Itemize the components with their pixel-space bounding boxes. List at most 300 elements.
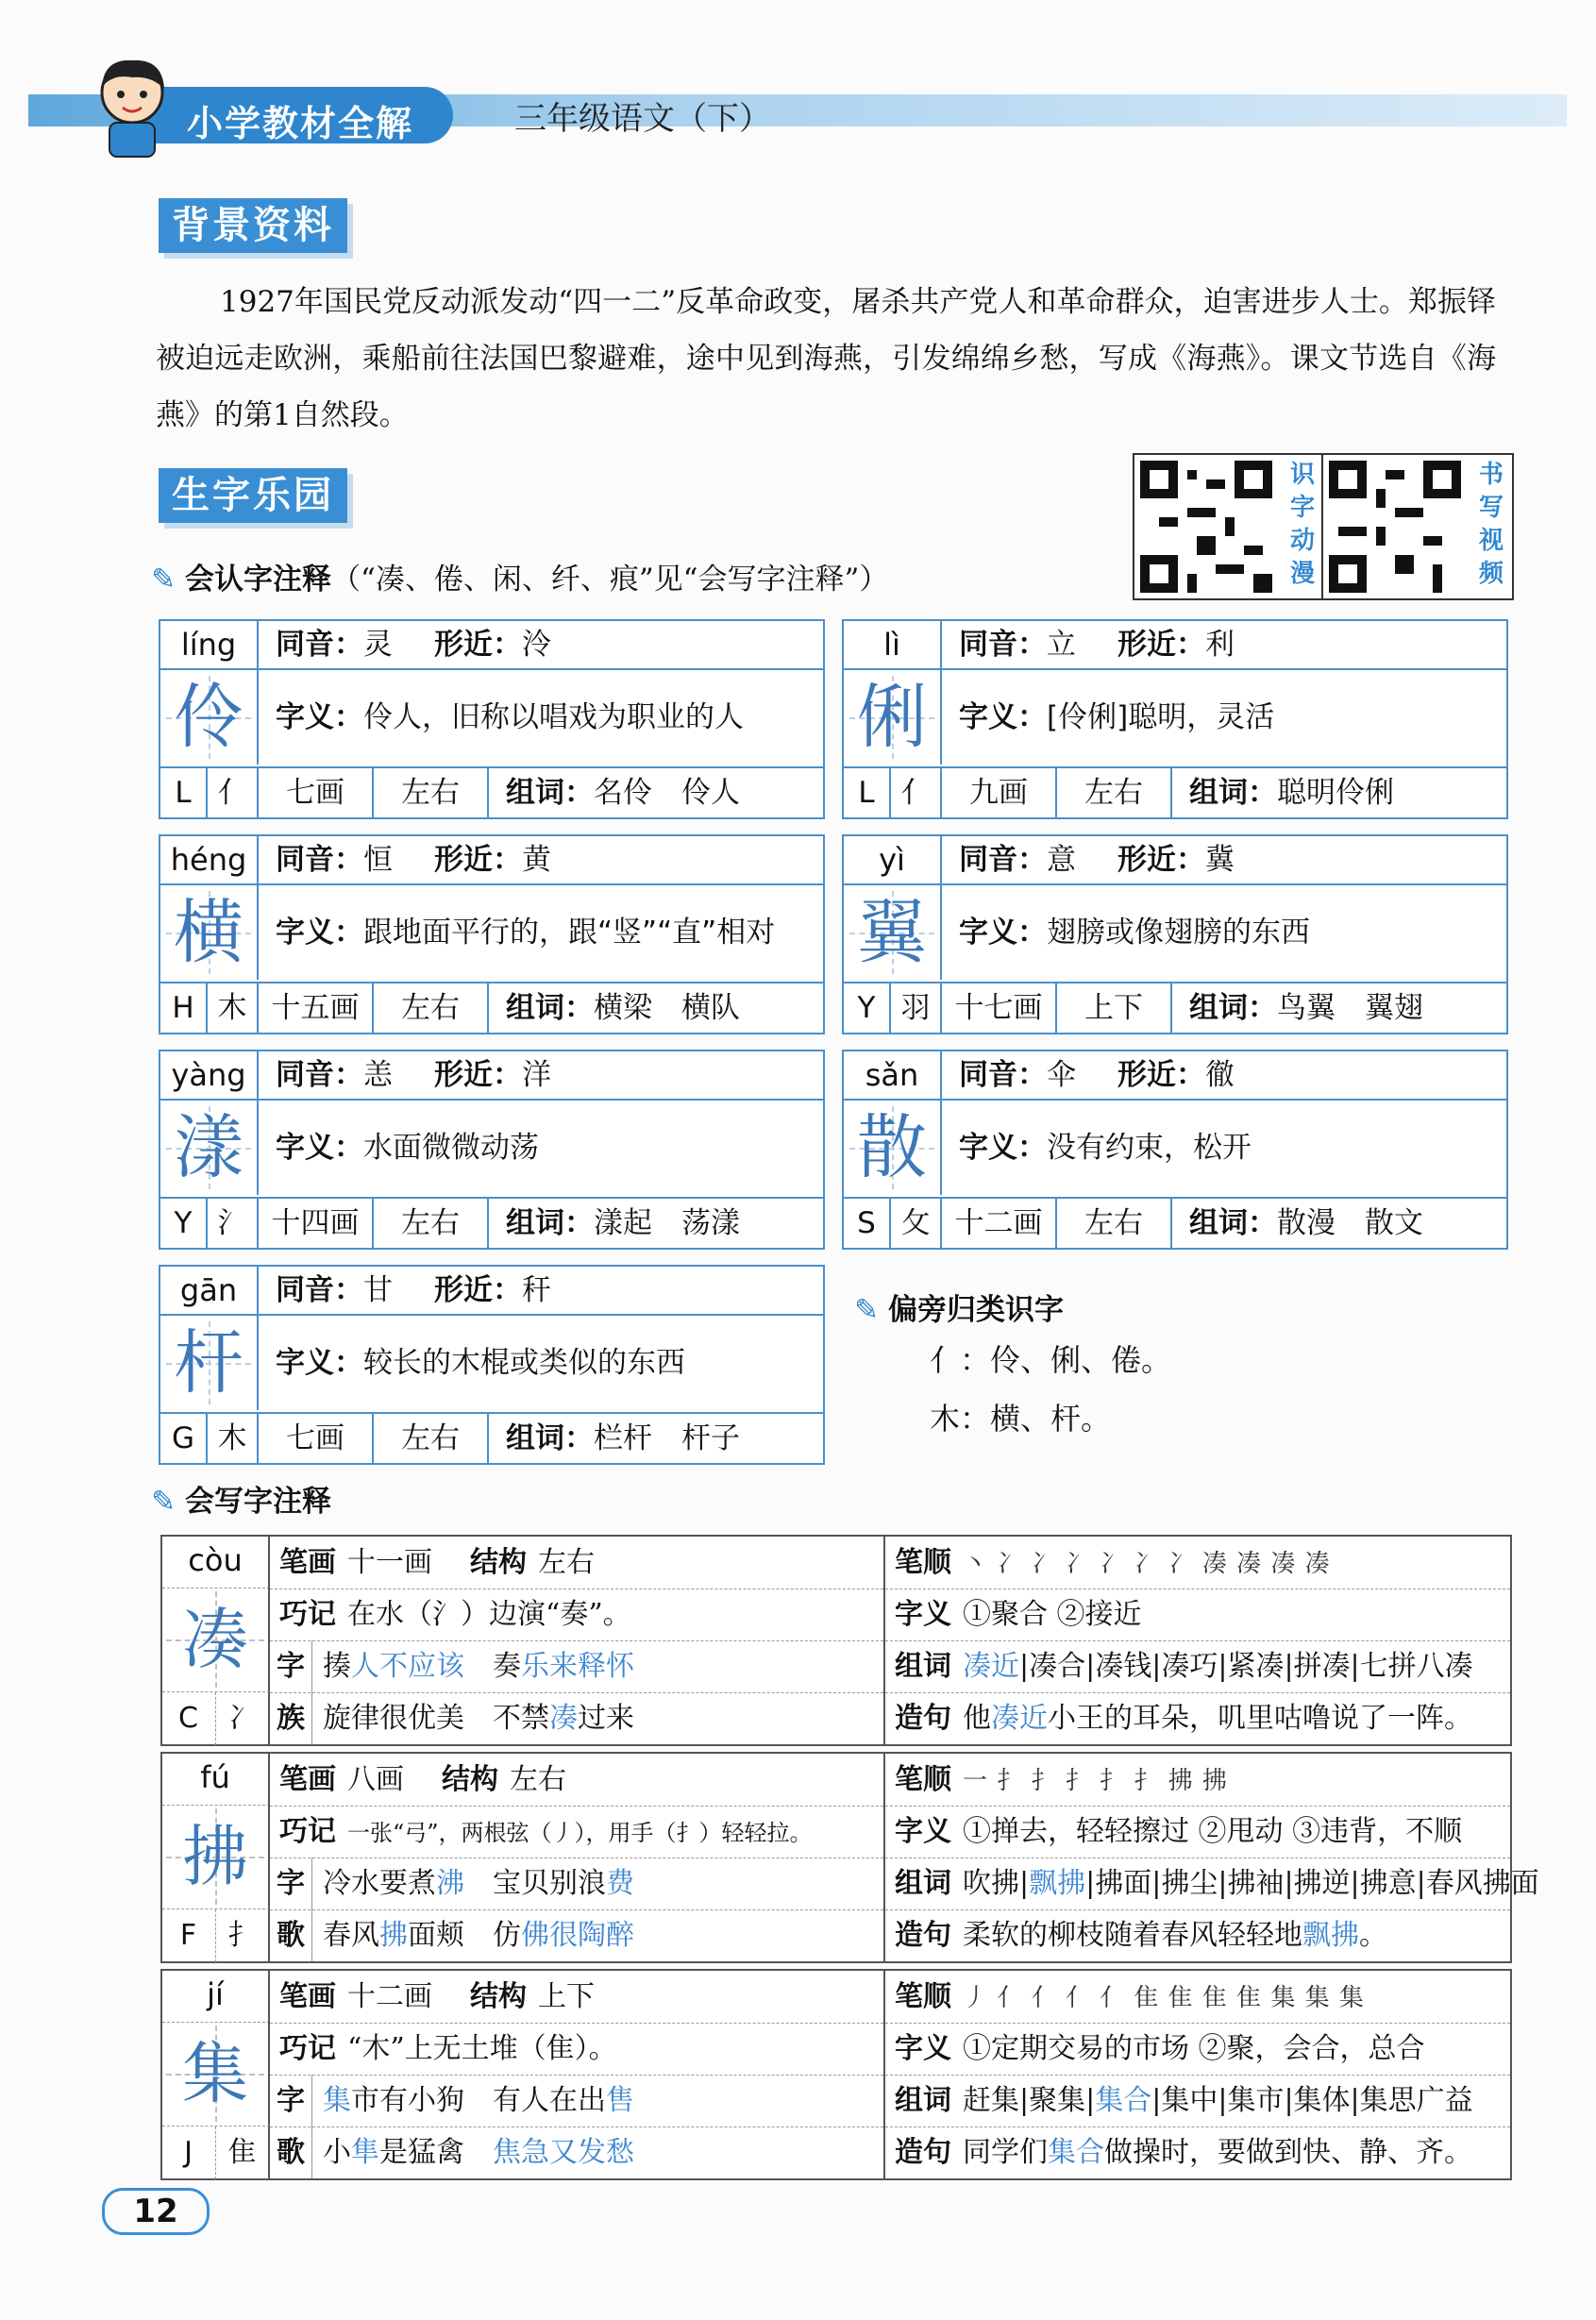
strokes-label: 笔画 <box>279 1546 336 1579</box>
order-row <box>885 1537 1510 1589</box>
qr-icon <box>1329 461 1461 593</box>
radical: 氵 <box>208 1199 259 1248</box>
meaning-label: 字义： <box>959 1131 1047 1165</box>
qr-label-animation: 识字动漫 <box>1289 461 1315 588</box>
radical: 冫 <box>215 1692 268 1745</box>
words-value: 聪明伶俐 <box>1277 776 1394 810</box>
meaning-row <box>942 885 1506 980</box>
character-grid <box>844 885 942 980</box>
qr-code-writing-video[interactable] <box>1321 453 1514 600</box>
similar-value: 秆 <box>522 1273 551 1307</box>
similar-value: 徹 <box>1205 1058 1235 1092</box>
page-number: 12 <box>102 2188 210 2235</box>
song-text: 旋律很优美 不禁 <box>323 1702 549 1735</box>
initial-radical <box>162 1691 270 1745</box>
meaning-label: 字义： <box>276 1131 363 1165</box>
tip-row <box>270 1589 883 1641</box>
meaning-row <box>942 670 1506 765</box>
song-highlight: 佛很陶醉 <box>521 1919 634 1952</box>
structure-label: 结构 <box>470 1546 527 1579</box>
song-label-1: 字 <box>270 1858 312 1909</box>
word-divider: | <box>1085 1867 1096 1900</box>
stroke-order: 丿 亻 亻 亻 亻 隹 隹 隹 隹 集 集 集 <box>963 1984 1365 2012</box>
meaning-row <box>259 885 823 980</box>
initial-letter: Y <box>844 983 891 1033</box>
character: 集 <box>182 2035 248 2112</box>
meaning-value: 水面微微动荡 <box>363 1131 539 1165</box>
song-label-1: 字 <box>270 2075 312 2127</box>
words-value: 漾起 荡漾 <box>594 1206 740 1240</box>
sentence-text: 做操时，要做到快、静、齐。 <box>1104 2136 1472 2169</box>
tip-row <box>270 2023 883 2076</box>
pinyin: líng <box>160 621 259 670</box>
card-top-row <box>942 1051 1506 1101</box>
meaning-row <box>885 1806 1510 1858</box>
similar-label: 形近： <box>434 1058 522 1092</box>
right-info <box>885 1537 1510 1744</box>
pinyin: lì <box>844 621 942 670</box>
tip-value: “木”上无土堆（隹）。 <box>347 2032 617 2065</box>
sentence-text: 小王的耳朵，叽里咕噜说了一阵。 <box>1048 1702 1472 1735</box>
pencil-icon: ✎ <box>854 1293 879 1327</box>
char-card-3 <box>842 834 1508 1034</box>
pinyin: héng <box>160 836 259 885</box>
tip-row <box>270 1806 883 1858</box>
initial-letter: S <box>844 1199 891 1248</box>
char-card-6 <box>159 1265 825 1465</box>
structure: 左右 <box>1057 1199 1172 1248</box>
words-cell <box>489 983 823 1033</box>
word-item: 凑钱 <box>1095 1650 1152 1683</box>
words-row <box>885 1858 1539 1910</box>
sentence-text: 同学们 <box>963 2136 1048 2169</box>
meaning-row <box>885 2023 1510 2076</box>
similar-value: 利 <box>1205 628 1235 662</box>
structure: 左右 <box>374 1414 489 1463</box>
word-item: 七拼八凑 <box>1359 1650 1473 1683</box>
word-divider: | <box>1218 2084 1228 2117</box>
word-item: 拂意 <box>1359 1867 1417 1900</box>
homophone-label: 同音： <box>959 843 1047 877</box>
stroke-count: 七画 <box>259 768 374 817</box>
words-value: 鸟翼 翼翅 <box>1277 991 1423 1025</box>
radical: 亻 <box>891 768 942 817</box>
song-highlight: 凑 <box>549 1702 578 1735</box>
song-label-1: 字 <box>270 1640 312 1692</box>
words-row <box>885 2075 1510 2127</box>
song-text: 小 <box>323 2136 351 2169</box>
similar-label: 形近： <box>434 843 522 877</box>
words-label: 组词： <box>506 776 594 810</box>
card-bottom-row <box>160 1412 823 1463</box>
initial-letter: G <box>160 1414 208 1463</box>
word-divider: | <box>1151 2084 1162 2117</box>
similar-label: 形近： <box>434 1273 522 1307</box>
song-highlight: 沸 <box>436 1867 464 1900</box>
qr-label-writing-video: 书写视频 <box>1478 461 1504 588</box>
card-top-row <box>942 621 1506 670</box>
sentence-label: 造句 <box>895 1702 951 1735</box>
word-divider: | <box>1284 1867 1294 1900</box>
word-item: 拼凑 <box>1293 1650 1351 1683</box>
similar-label: 形近： <box>434 628 522 662</box>
word-item: 凑合 <box>1029 1650 1086 1683</box>
song-row-2 <box>270 1909 883 1961</box>
word-divider: | <box>1151 1867 1162 1900</box>
similar-value: 冀 <box>1205 843 1235 877</box>
strokes-value: 十一画 <box>347 1546 432 1579</box>
right-info <box>885 1971 1510 2178</box>
words-cell <box>489 768 823 817</box>
tip-value: 在水（氵）边演“奏”。 <box>347 1598 631 1631</box>
word-item: 集合 <box>1095 2084 1152 2117</box>
section-heading-text: 生字乐园 <box>172 474 334 517</box>
stroke-count: 十四画 <box>259 1199 374 1248</box>
radical-heading <box>854 1286 1064 1328</box>
qr-code-animation[interactable] <box>1133 453 1325 600</box>
sentence-label: 造句 <box>895 2136 951 2169</box>
writing-table-2 <box>160 1969 1512 2180</box>
pinyin: fú <box>162 1754 270 1806</box>
word-divider: | <box>1416 1867 1426 1900</box>
structure: 上下 <box>1057 983 1172 1033</box>
homophone-value: 恒 <box>363 843 393 877</box>
background-paragraph: 1927年国民党反动派发动“四一二”反革命政变，屠杀共产党人和革命群众，迫害进步人士。郑振铎被迫远走欧洲，乘船前往法国巴黎避难，途中见到海燕，引发绵绵乡愁，写成《海燕》。课文节选自《海燕》的第1自然段。 <box>156 285 1496 432</box>
word-item: 聚集 <box>1029 2084 1086 2117</box>
homophone-value: 意 <box>1047 843 1076 877</box>
similar-value: 泠 <box>522 628 551 662</box>
words-value: 栏杆 杆子 <box>594 1421 740 1455</box>
song-row-2 <box>270 1692 883 1744</box>
words-value: 名伶 伶人 <box>594 776 740 810</box>
card-bottom-row <box>844 766 1506 817</box>
words-cell <box>489 1414 823 1463</box>
order-label: 笔顺 <box>895 1980 951 2013</box>
words-cell <box>489 1199 823 1248</box>
words-label: 组词： <box>1189 776 1277 810</box>
writing-table-1 <box>160 1752 1539 1963</box>
words-label: 组词： <box>1189 991 1277 1025</box>
background-text <box>156 274 1496 444</box>
radical-list <box>930 1331 1171 1448</box>
character: 横 <box>174 892 244 973</box>
word-divider: | <box>1085 2084 1096 2117</box>
stroke-count: 九画 <box>942 768 1057 817</box>
similar-value: 黄 <box>522 843 551 877</box>
song-highlight: 拂 <box>379 1919 408 1952</box>
meaning-label: 字义 <box>895 2032 951 2065</box>
character-grid <box>844 1101 942 1195</box>
homophone-value: 恙 <box>363 1058 393 1092</box>
character: 散 <box>857 1107 927 1188</box>
song-row-1 <box>270 1640 883 1693</box>
structure-value: 左右 <box>510 1763 566 1796</box>
recognize-title: 会认字注释 <box>184 563 331 597</box>
words-row <box>885 1640 1510 1693</box>
meaning-value: 较长的木棍或类似的东西 <box>363 1346 685 1380</box>
song-row-1 <box>270 1858 883 1910</box>
word-divider: | <box>1350 1867 1360 1900</box>
stroke-count: 十五画 <box>259 983 374 1033</box>
meaning-value: ①掸去，轻轻擦过 ②甩动 ③违背，不顺 <box>963 1815 1463 1848</box>
sentence-row <box>885 2127 1510 2178</box>
song-highlight: 隼 <box>351 2136 379 2169</box>
card-bottom-row <box>844 1197 1506 1248</box>
radical: 隹 <box>215 2127 268 2179</box>
order-label: 笔顺 <box>895 1763 951 1796</box>
character-grid <box>160 1316 259 1410</box>
song-text: 市有小狗 有人在出 <box>351 2084 606 2117</box>
song-row-2 <box>270 2127 883 2178</box>
initial-letter: J <box>184 2136 193 2169</box>
song-label-2: 歌 <box>270 2127 312 2178</box>
pencil-icon: ✎ <box>151 1485 176 1519</box>
sentence-highlight: 集合 <box>1048 2136 1104 2169</box>
word-item: 集思广益 <box>1359 2084 1473 2117</box>
word-divider: | <box>1151 1650 1162 1683</box>
meaning-value: 伶人，旧称以唱戏为职业的人 <box>363 700 744 734</box>
character-grid <box>844 670 942 765</box>
homophone-label: 同音： <box>276 1058 363 1092</box>
char-card-4 <box>159 1050 825 1250</box>
strokes-value: 十二画 <box>347 1980 432 2013</box>
word-divider: | <box>1350 2084 1360 2117</box>
song-text: 冷水要煮 <box>323 1867 436 1900</box>
word-item: 凑巧 <box>1161 1650 1218 1683</box>
order-row <box>885 1754 1510 1807</box>
meaning-value: ①定期交易的市场 ②聚，会合，总合 <box>963 2032 1425 2065</box>
meaning-value: 跟地面平行的，跟“竖”“直”相对 <box>363 916 776 950</box>
character-grid <box>160 1101 259 1195</box>
radical-line: 亻：伶、俐、倦。 <box>930 1342 1172 1378</box>
left-info <box>270 1537 885 1744</box>
word-item: 拂面 <box>1095 1867 1152 1900</box>
right-info <box>885 1754 1539 1961</box>
strokes-row <box>270 1754 883 1807</box>
word-divider: | <box>1284 2084 1294 2117</box>
homophone-value: 灵 <box>363 628 393 662</box>
section-heading-characters <box>159 468 347 523</box>
words-cell <box>1172 983 1506 1033</box>
homophone-label: 同音： <box>276 1273 363 1307</box>
radical-title: 偏旁归类识字 <box>887 1293 1064 1327</box>
meaning-label: 字义： <box>959 916 1047 950</box>
homophone-value: 立 <box>1047 628 1076 662</box>
meaning-value: 翅膀或像翅膀的东西 <box>1047 916 1310 950</box>
card-bottom-row <box>844 982 1506 1033</box>
words-label: 组词 <box>895 1867 951 1900</box>
meaning-label: 字义： <box>276 916 363 950</box>
subject-title: 三年级语文（下） <box>514 100 771 138</box>
char-card-1 <box>842 619 1508 819</box>
initial-letter: H <box>160 983 208 1033</box>
section-heading-text: 背景资料 <box>172 204 334 247</box>
word-divider: | <box>1350 1650 1360 1683</box>
char-card-5 <box>842 1050 1508 1250</box>
pinyin: yì <box>844 836 942 885</box>
character: 漾 <box>174 1107 244 1188</box>
initial-letter: F <box>179 1919 197 1952</box>
song-text: 宝贝别浪 <box>464 1867 606 1900</box>
writing-title: 会写字注释 <box>184 1485 331 1519</box>
homophone-label: 同音： <box>276 628 363 662</box>
words-label: 组词： <box>506 1421 594 1455</box>
meaning-label: 字义： <box>959 700 1047 734</box>
initial-letter: C <box>178 1702 198 1735</box>
word-item: 凑近 <box>963 1650 1019 1683</box>
song-highlight: 人不应该 <box>351 1650 493 1683</box>
meaning-value: [伶俐]聪明，灵活 <box>1047 700 1275 734</box>
brand-title: 小学教材全解 <box>187 103 414 144</box>
homophone-label: 同音： <box>959 628 1047 662</box>
strokes-label: 笔画 <box>279 1763 336 1796</box>
meaning-label: 字义 <box>895 1598 951 1631</box>
card-top-row <box>259 1267 823 1316</box>
sentence-text: 柔软的柳枝随着春风轻轻地 <box>963 1919 1302 1952</box>
radical: 羽 <box>891 983 942 1033</box>
word-divider: | <box>1019 1867 1030 1900</box>
writing-heading <box>151 1477 331 1520</box>
section-heading-background <box>159 198 347 253</box>
character: 伶 <box>174 677 244 758</box>
homophone-label: 同音： <box>276 843 363 877</box>
words-label: 组词： <box>506 991 594 1025</box>
song-highlight: 集 <box>323 2084 351 2117</box>
stroke-order: 一 扌 扌 扌 扌 扌 拂 拂 <box>963 1767 1228 1795</box>
sentence-text: 他 <box>963 1702 991 1735</box>
writing-table-0 <box>160 1535 1512 1746</box>
word-item: 集中 <box>1161 2084 1218 2117</box>
character: 杆 <box>174 1322 244 1404</box>
radical: 木 <box>208 1414 259 1463</box>
song-text: 过来 <box>578 1702 634 1735</box>
left-info <box>270 1971 885 2178</box>
initial-radical <box>162 2126 270 2179</box>
structure: 左右 <box>374 1199 489 1248</box>
character: 翼 <box>857 892 927 973</box>
card-top-row <box>259 621 823 670</box>
character: 俐 <box>857 677 927 758</box>
words-label: 组词： <box>506 1206 594 1240</box>
sentence-highlight: 凑近 <box>991 1702 1048 1735</box>
structure: 左右 <box>1057 768 1172 817</box>
structure: 左右 <box>374 983 489 1033</box>
song-text: 揍 <box>323 1650 351 1683</box>
radical: 亻 <box>208 768 259 817</box>
tip-label: 巧记 <box>279 1598 336 1631</box>
card-top-row <box>942 836 1506 885</box>
song-highlight: 乐来释怀 <box>521 1650 634 1683</box>
structure: 左右 <box>374 768 489 817</box>
sentence-label: 造句 <box>895 1919 951 1952</box>
word-item: 拂逆 <box>1293 1867 1351 1900</box>
tip-label: 巧记 <box>279 2032 336 2065</box>
word-item: 集市 <box>1227 2084 1285 2117</box>
meaning-value: 没有约束，松开 <box>1047 1131 1252 1165</box>
song-text: 春风 <box>323 1919 379 1952</box>
song-text: 面颊 仿 <box>408 1919 521 1952</box>
mascot-icon <box>76 49 189 162</box>
word-item: 赶集 <box>963 2084 1019 2117</box>
meaning-label: 字义 <box>895 1815 951 1848</box>
word-divider: | <box>1284 1650 1294 1683</box>
words-value: 横梁 横队 <box>594 991 740 1025</box>
word-divider: | <box>1218 1650 1228 1683</box>
character: 拂 <box>182 1818 248 1895</box>
initial-letter: L <box>160 768 208 817</box>
stroke-order: 丶 冫 冫 冫 冫 冫 冫 凑 凑 凑 凑 <box>963 1550 1331 1578</box>
card-top-row <box>259 1051 823 1101</box>
char-card-0 <box>159 619 825 819</box>
pinyin: yàng <box>160 1051 259 1101</box>
stroke-count: 七画 <box>259 1414 374 1463</box>
word-item: 春风拂面 <box>1425 1867 1539 1900</box>
radical: 木 <box>208 983 259 1033</box>
meaning-row <box>259 1316 823 1410</box>
initial-letter: Y <box>160 1199 208 1248</box>
order-row <box>885 1971 1510 2024</box>
pencil-icon: ✎ <box>151 563 176 597</box>
card-bottom-row <box>160 766 823 817</box>
meaning-value: ①聚合 ②接近 <box>963 1598 1142 1631</box>
word-divider: | <box>1085 1650 1096 1683</box>
sentence-text: 。 <box>1359 1919 1387 1952</box>
character-grid <box>162 2022 270 2126</box>
meaning-row <box>259 670 823 765</box>
structure-value: 上下 <box>538 1980 595 2013</box>
stroke-count: 十七画 <box>942 983 1057 1033</box>
left-info <box>270 1754 885 1961</box>
strokes-value: 八画 <box>347 1763 404 1796</box>
strokes-row <box>270 1537 883 1589</box>
similar-value: 洋 <box>522 1058 551 1092</box>
char-card-2 <box>159 834 825 1034</box>
meaning-row <box>885 1589 1510 1641</box>
order-label: 笔顺 <box>895 1546 951 1579</box>
character-grid <box>160 670 259 765</box>
word-divider: | <box>1019 2084 1030 2117</box>
song-text: 是猛禽 <box>379 2136 493 2169</box>
sentence-row <box>885 1692 1510 1744</box>
word-divider: | <box>1019 1650 1030 1683</box>
song-highlight: 售 <box>606 2084 634 2117</box>
initial-letter: L <box>844 768 891 817</box>
word-item: 飘拂 <box>1029 1867 1086 1900</box>
radical: 攵 <box>891 1199 942 1248</box>
meaning-row <box>942 1101 1506 1195</box>
card-bottom-row <box>160 982 823 1033</box>
sentence-row <box>885 1909 1510 1961</box>
word-item: 拂袖 <box>1227 1867 1285 1900</box>
homophone-value: 伞 <box>1047 1058 1076 1092</box>
structure-label: 结构 <box>470 1980 527 2013</box>
similar-label: 形近： <box>1117 1058 1205 1092</box>
words-label: 组词 <box>895 2084 951 2117</box>
homophone-value: 甘 <box>363 1273 393 1307</box>
pinyin: jí <box>162 1971 270 2023</box>
song-highlight: 焦急又发愁 <box>493 2136 634 2169</box>
structure-label: 结构 <box>442 1763 498 1796</box>
song-text: 奏 <box>493 1650 521 1683</box>
meaning-label: 字义： <box>276 1346 363 1380</box>
word-item: 紧凑 <box>1227 1650 1285 1683</box>
structure-value: 左右 <box>538 1546 595 1579</box>
character: 凑 <box>182 1601 248 1678</box>
radical: 扌 <box>215 1909 268 1962</box>
word-divider: | <box>1218 1867 1228 1900</box>
initial-radical <box>162 1908 270 1962</box>
tip-value: 一张“弓”，两根弦（丿），用手（扌）轻轻拉。 <box>347 1820 813 1846</box>
